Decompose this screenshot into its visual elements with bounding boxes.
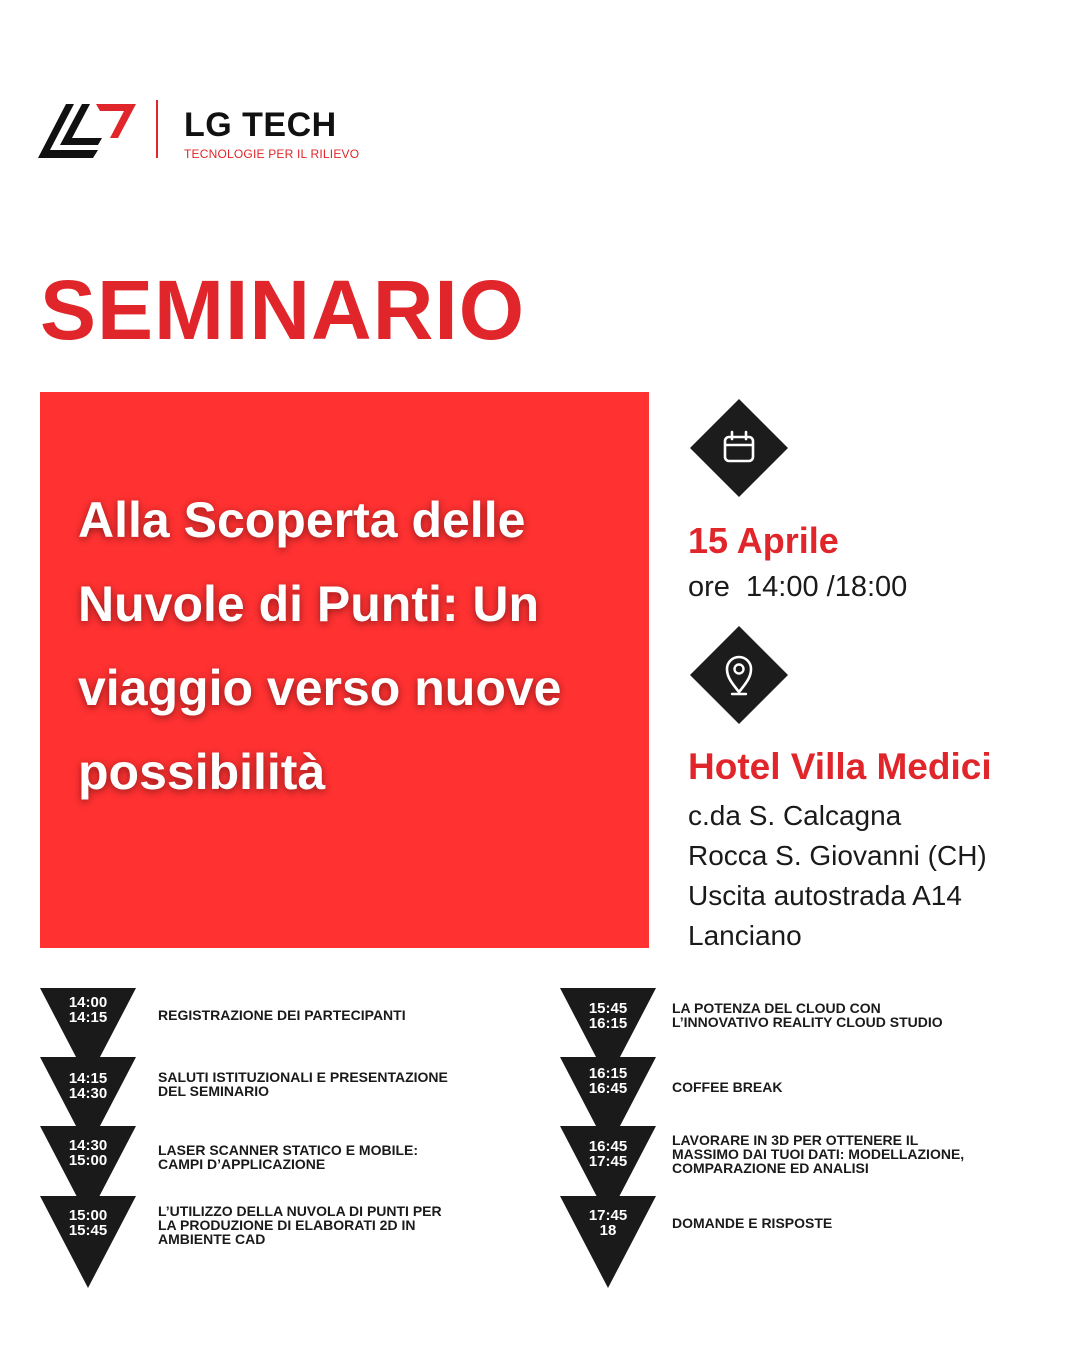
agenda-label-line: L’INNOVATIVO REALITY CLOUD STUDIO (672, 1014, 943, 1030)
agenda-start: 17:45 (588, 1207, 628, 1224)
agenda-end: 15:00 (68, 1152, 108, 1169)
agenda-end: 15:45 (68, 1222, 108, 1239)
agenda-time (560, 1001, 656, 1031)
agenda-label (672, 1001, 943, 1029)
agenda-label (158, 1070, 448, 1098)
page-heading: SEMINARIO (40, 263, 526, 357)
agenda-start: 14:30 (68, 1137, 108, 1154)
agenda-end: 17:45 (588, 1153, 628, 1170)
agenda-time (560, 1066, 656, 1096)
agenda-label-line: DEL SEMINARIO (158, 1083, 269, 1099)
venue-address-line: c.da S. Calcagna (688, 800, 902, 831)
agenda-item (560, 988, 1060, 1058)
calendar-icon (690, 399, 788, 497)
agenda-start: 15:00 (68, 1207, 108, 1224)
agenda-label-line: DOMANDE E RISPOSTE (672, 1215, 833, 1231)
agenda-item (40, 988, 520, 1058)
agenda-start: 14:00 (68, 994, 108, 1011)
agenda-label-line: SALUTI ISTITUZIONALI E PRESENTAZIONE (158, 1069, 448, 1085)
agenda-time (560, 1208, 656, 1238)
agenda-start: 15:45 (588, 1000, 628, 1017)
venue-address (688, 796, 987, 956)
agenda-start: 16:15 (588, 1065, 628, 1082)
agenda-label-line: COMPARAZIONE ED ANALISI (672, 1160, 869, 1176)
agenda-label (672, 1216, 832, 1230)
agenda-label (672, 1080, 782, 1094)
agenda-label (158, 1204, 442, 1246)
agenda-end: 14:30 (68, 1085, 108, 1102)
venue-address-line: Rocca S. Giovanni (CH) (688, 840, 987, 871)
agenda-time (40, 995, 136, 1025)
agenda-start: 14:15 (68, 1070, 108, 1087)
agenda-label (158, 1143, 418, 1171)
agenda-label-line: MASSIMO DAI TUOI DATI: MODELLAZIONE, (672, 1146, 965, 1162)
agenda-item (40, 1196, 520, 1266)
brand-logo (38, 98, 368, 164)
agenda-item (40, 1126, 520, 1196)
agenda-item (40, 1057, 520, 1127)
agenda-time (560, 1139, 656, 1169)
agenda-label (672, 1133, 964, 1175)
venue-name: Hotel Villa Medici (688, 746, 992, 787)
agenda-label-line: LA POTENZA DEL CLOUD CON (672, 1000, 881, 1016)
agenda-time (40, 1208, 136, 1238)
venue-address-line: Uscita autostrada A14 (688, 880, 962, 911)
lg-logo-mark-icon (38, 98, 138, 160)
agenda-label-line: LA PRODUZIONE DI ELABORATI 2D IN (158, 1217, 416, 1233)
event-date: 15 Aprile (688, 520, 839, 561)
location-pin-icon (690, 626, 788, 724)
agenda-label-line: LAVORARE IN 3D PER OTTENERE IL (672, 1132, 919, 1148)
agenda-start: 16:45 (588, 1138, 628, 1155)
agenda-end: 16:15 (588, 1015, 628, 1032)
agenda-time (40, 1071, 136, 1101)
brand-tagline: TECNOLOGIE PER IL RILIEVO (184, 147, 360, 161)
agenda-label-line: LASER SCANNER STATICO E MOBILE: (158, 1142, 419, 1158)
agenda-item (560, 1196, 1060, 1266)
agenda-label (158, 1008, 406, 1022)
title-box (40, 392, 649, 948)
seminar-title: Alla Scoperta delle Nuvole di Punti: Un viaggio verso nuove possibilità (78, 492, 562, 800)
agenda-end: 18 (599, 1222, 617, 1239)
agenda-item (560, 1057, 1060, 1127)
agenda-item (560, 1126, 1060, 1196)
agenda-label-line: COFFEE BREAK (672, 1079, 783, 1095)
brand-name: LG TECH (184, 106, 337, 144)
agenda-label-line: AMBIENTE CAD (158, 1231, 266, 1247)
event-time: ore 14:00 /18:00 (688, 571, 908, 603)
agenda-time (40, 1138, 136, 1168)
logo-divider (156, 100, 158, 158)
agenda-label-line: L’UTILIZZO DELLA NUVOLA DI PUNTI PER (158, 1203, 442, 1219)
agenda-label-line: REGISTRAZIONE DEI PARTECIPANTI (158, 1007, 406, 1023)
agenda-end: 16:45 (588, 1080, 628, 1097)
venue-address-line: Lanciano (688, 920, 802, 951)
agenda-end: 14:15 (68, 1009, 108, 1026)
agenda-label-line: CAMPI D’APPLICAZIONE (158, 1156, 326, 1172)
